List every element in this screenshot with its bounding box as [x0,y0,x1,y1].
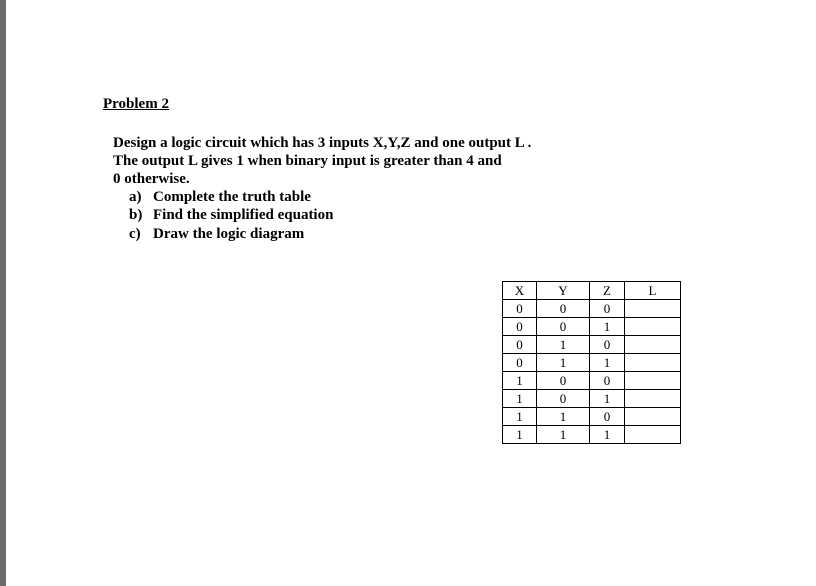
task-a [129,188,311,206]
cell-y: 1 [537,408,590,426]
cell-x: 0 [503,300,537,318]
table-row [503,426,681,444]
problem-heading: Problem 2 [103,96,169,112]
document-page [6,0,816,586]
table-row [503,318,681,336]
table-row [503,372,681,390]
task-b-marker: b) [129,207,143,223]
cell-x: 1 [503,408,537,426]
cell-z: 1 [590,390,625,408]
cell-y: 0 [537,300,590,318]
cell-y: 0 [537,318,590,336]
task-c-marker: c) [129,226,141,242]
cell-z: 1 [590,354,625,372]
cell-z: 1 [590,318,625,336]
cell-x: 0 [503,318,537,336]
cell-z: 0 [590,336,625,354]
cell-l [625,354,681,372]
header-z: Z [590,282,625,300]
truth-table-header-row [503,282,681,300]
cell-l [625,336,681,354]
task-a-marker: a) [129,189,142,205]
table-row [503,336,681,354]
cell-l [625,300,681,318]
task-c-text: Draw the logic diagram [153,226,305,242]
cell-y: 1 [537,336,590,354]
task-a-text: Complete the truth table [153,189,311,205]
cell-l [625,390,681,408]
task-c [129,225,304,243]
header-l: L [625,282,681,300]
cell-z: 0 [590,408,625,426]
cell-l [625,408,681,426]
task-b [129,206,333,224]
cell-z: 1 [590,426,625,444]
table-row [503,408,681,426]
description-line-1: Design a logic circuit which has 3 inputs X,Y,Z and one output L . [113,135,532,151]
cell-x: 1 [503,426,537,444]
task-b-text: Find the simplified equation [153,207,334,223]
table-row [503,354,681,372]
cell-x: 1 [503,372,537,390]
cell-y: 1 [537,354,590,372]
header-y: Y [537,282,590,300]
table-row [503,300,681,318]
table-row [503,390,681,408]
cell-z: 0 [590,300,625,318]
cell-y: 1 [537,426,590,444]
cell-x: 1 [503,390,537,408]
truth-table [502,281,681,444]
cell-z: 0 [590,372,625,390]
cell-l [625,372,681,390]
cell-x: 0 [503,354,537,372]
cell-y: 0 [537,390,590,408]
description-line-2: The output L gives 1 when binary input is greater than 4 and [113,153,502,169]
cell-y: 0 [537,372,590,390]
cell-l [625,426,681,444]
header-x: X [503,282,537,300]
cell-l [625,318,681,336]
cell-x: 0 [503,336,537,354]
description-line-3: 0 otherwise. [113,171,190,187]
